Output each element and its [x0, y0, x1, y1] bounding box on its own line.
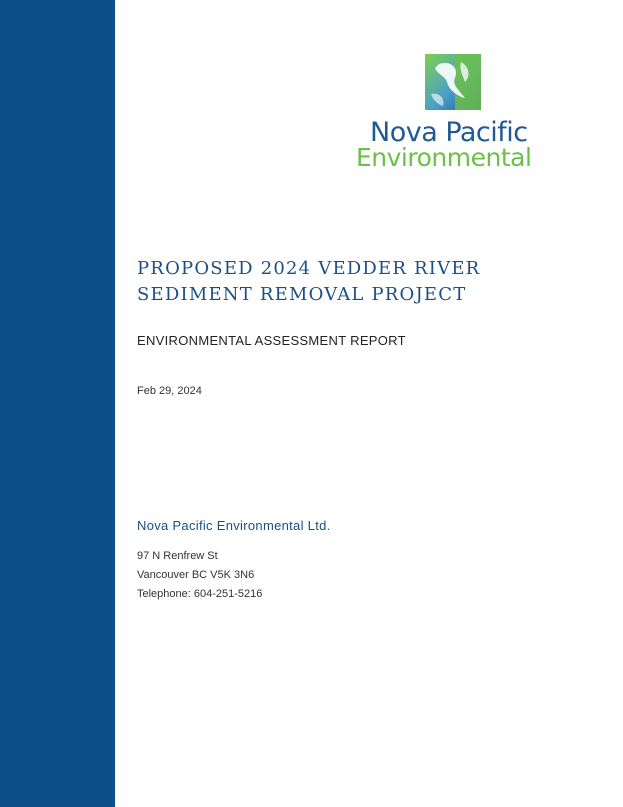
report-title	[137, 256, 577, 308]
address-telephone: Telephone: 604-251-5216	[137, 588, 263, 600]
company-name: Nova Pacific Environmental Ltd.	[137, 518, 331, 533]
report-title-line-2: SEDIMENT REMOVAL PROJECT	[137, 284, 467, 305]
company-logo	[356, 54, 556, 174]
sidebar-band	[0, 0, 115, 807]
address-street: 97 N Renfrew St	[137, 550, 218, 562]
report-date: Feb 29, 2024	[137, 385, 202, 397]
nova-pacific-leaf-icon	[425, 54, 481, 110]
logo-text-environmental: Environmental	[356, 143, 532, 172]
address-city: Vancouver BC V5K 3N6	[137, 569, 255, 581]
report-title-line-1: PROPOSED 2024 VEDDER RIVER	[137, 258, 481, 279]
logo-text-nova-pacific: Nova Pacific	[370, 117, 528, 148]
company-address	[137, 547, 262, 604]
report-subtitle: ENVIRONMENTAL ASSESSMENT REPORT	[137, 333, 406, 348]
